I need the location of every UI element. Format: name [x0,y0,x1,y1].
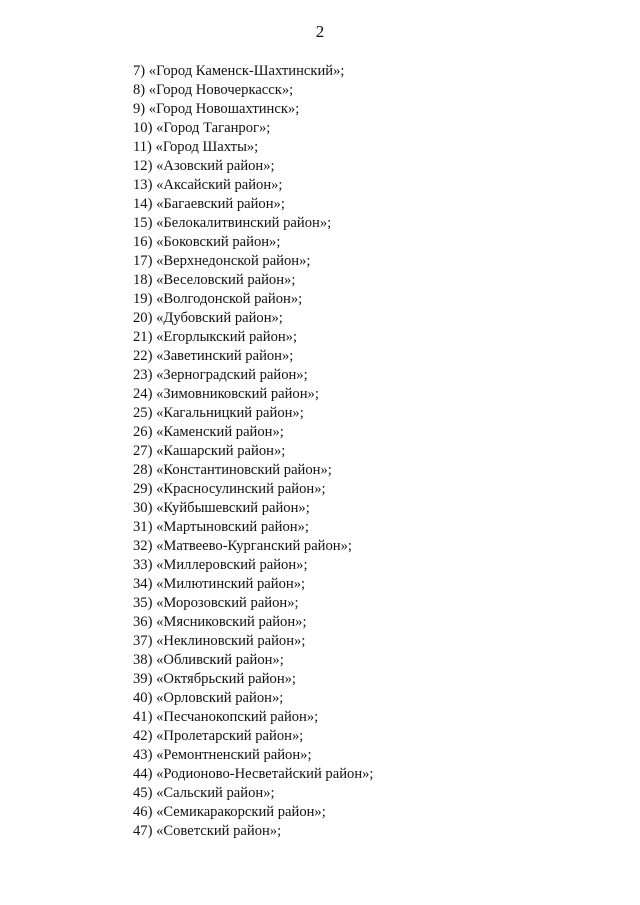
list-item: 40) «Орловский район»; [133,690,284,706]
list-item: 44) «Родионово-Несветайский район»; [133,766,374,782]
list-item: 13) «Аксайский район»; [133,177,283,193]
list-item: 38) «Обливский район»; [133,652,284,668]
list-item: 8) «Город Новочеркасск»; [133,82,294,98]
list-item: 46) «Семикаракорский район»; [133,804,326,820]
page-number: 2 [315,22,325,41]
list-item: 24) «Зимовниковский район»; [133,386,319,402]
list-item: 42) «Пролетарский район»; [133,728,304,744]
list-item: 18) «Веселовский район»; [133,272,296,288]
list-item: 19) «Волгодонской район»; [133,291,303,307]
list-item: 9) «Город Новошахтинск»; [133,101,300,117]
list-item: 30) «Куйбышевский район»; [133,500,310,516]
list-item: 34) «Милютинский район»; [133,576,306,592]
list-item: 32) «Матвеево-Курганский район»; [133,538,352,554]
list-item: 21) «Егорлыкский район»; [133,329,298,345]
list-item: 15) «Белокалитвинский район»; [133,215,332,231]
list-item: 37) «Неклиновский район»; [133,633,306,649]
list-item: 29) «Красносулинский район»; [133,481,326,497]
list-item: 45) «Сальский район»; [133,785,275,801]
list-item: 27) «Кашарский район»; [133,443,286,459]
list-item: 25) «Кагальницкий район»; [133,405,304,421]
list-item: 23) «Зерноградский район»; [133,367,308,383]
list-item: 33) «Миллеровский район»; [133,557,308,573]
list-item: 41) «Песчанокопский район»; [133,709,319,725]
list-item: 12) «Азовский район»; [133,158,275,174]
list-item: 47) «Советский район»; [133,823,282,839]
list-item: 22) «Заветинский район»; [133,348,294,364]
list-item: 28) «Константиновский район»; [133,462,332,478]
list-item: 31) «Мартыновский район»; [133,519,309,535]
list-item: 7) «Город Каменск-Шахтинский»; [133,63,345,79]
list-item: 43) «Ремонтненский район»; [133,747,312,763]
list-item: 35) «Морозовский район»; [133,595,299,611]
list-item: 14) «Багаевский район»; [133,196,285,212]
list-item: 10) «Город Таганрог»; [133,120,271,136]
list-item: 20) «Дубовский район»; [133,310,283,326]
list-item: 17) «Верхнедонской район»; [133,253,311,269]
list-item: 36) «Мясниковский район»; [133,614,307,630]
list-item: 39) «Октябрьский район»; [133,671,296,687]
list-item: 11) «Город Шахты»; [133,139,259,155]
list-item: 16) «Боковский район»; [133,234,281,250]
district-list [133,62,593,841]
list-item: 26) «Каменский район»; [133,424,284,440]
